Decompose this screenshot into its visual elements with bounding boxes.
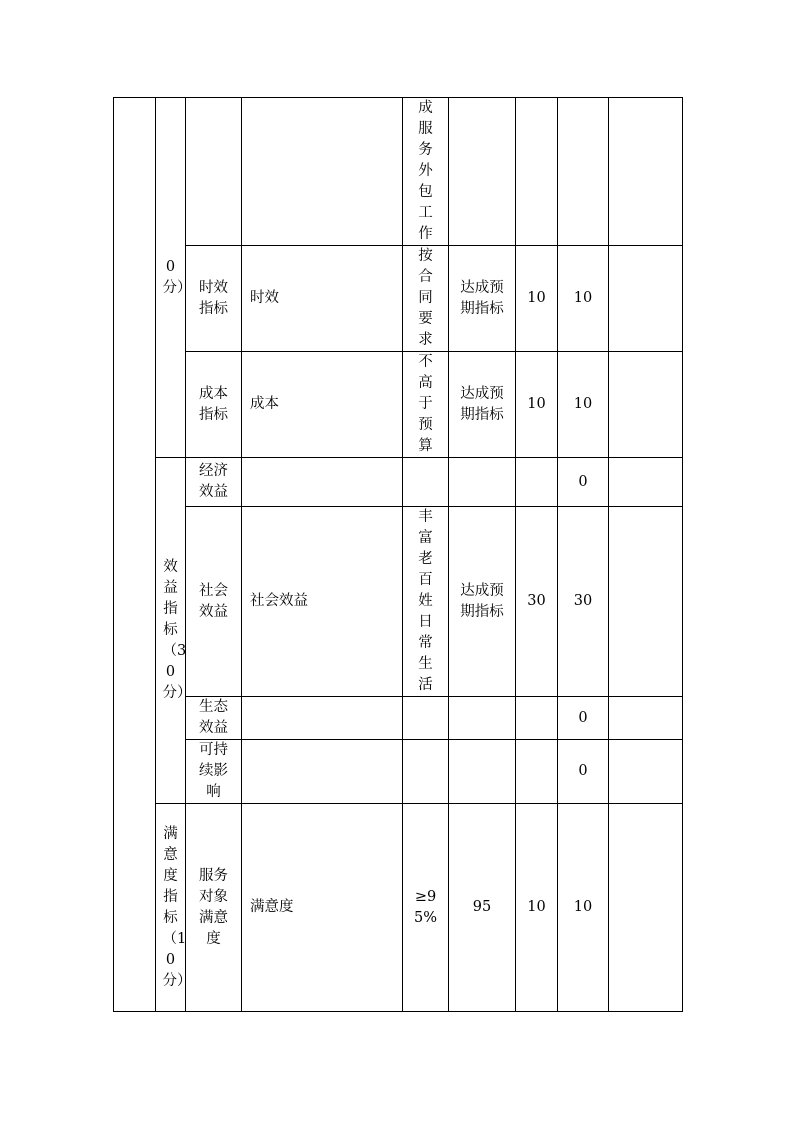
note-cell [609,507,683,697]
note-cell [609,458,683,507]
table-row [114,458,683,507]
tertiary-indicator-cell [242,98,403,246]
table-row [114,697,683,740]
secondary-indicator-cell: 生态效益 [186,697,242,740]
secondary-indicator-cell: 服务对象满意度 [186,804,242,1012]
actual-value-cell: 达成预期指标 [449,246,516,352]
score-cell: 10 [558,246,609,352]
weight-cell [516,740,558,804]
tertiary-indicator-cell [242,697,403,740]
weight-cell: 10 [516,804,558,1012]
primary-indicator-cell [114,98,156,1012]
note-cell [609,804,683,1012]
weight-cell [516,458,558,507]
target-value-cell: ≥95% [403,804,449,1012]
target-value-cell: 成服务外包工作 [403,98,449,246]
benefit-group-cell [156,458,192,804]
score-cell: 30 [558,507,609,697]
note-cell [609,246,683,352]
benefit-group-label: 效益指标（30分） [162,559,192,701]
table-row [114,246,683,352]
tertiary-indicator-cell: 社会效益 [242,507,403,697]
target-value-cell [403,740,449,804]
weight-cell: 30 [516,507,558,697]
score-cell: 0 [558,697,609,740]
note-cell [609,352,683,458]
performance-indicator-table [113,97,683,1012]
secondary-indicator-cell: 可持续影响 [186,740,242,804]
target-value-cell [403,458,449,507]
table-row [114,352,683,458]
actual-value-cell [449,458,516,507]
actual-value-cell: 达成预期指标 [449,352,516,458]
note-cell [609,697,683,740]
weight-cell: 10 [516,352,558,458]
secondary-indicator-cell: 成本指标 [186,352,242,458]
actual-value-cell [449,98,516,246]
tertiary-indicator-cell: 时效 [242,246,403,352]
tertiary-indicator-cell [242,458,403,507]
secondary-indicator-cell: 经济效益 [186,458,242,507]
tertiary-indicator-cell [242,740,403,804]
actual-value-cell: 95 [449,804,516,1012]
weight-cell: 10 [516,246,558,352]
table-row [114,740,683,804]
score-cell: 10 [558,804,609,1012]
target-value-cell: 丰富老百姓日常生活 [403,507,449,697]
note-cell [609,740,683,804]
satisfaction-group-cell [156,804,192,1012]
secondary-indicator-cell [186,98,242,246]
secondary-indicator-cell: 时效指标 [186,246,242,352]
tertiary-indicator-cell: 成本 [242,352,403,458]
output-group-cell [156,98,192,458]
satisfaction-group-label: 满意度指标（10分） [162,825,192,989]
score-cell [558,98,609,246]
secondary-indicator-cell: 社会效益 [186,507,242,697]
weight-cell [516,697,558,740]
score-cell: 0 [558,740,609,804]
target-value-cell: 不高于预算 [403,352,449,458]
score-cell: 10 [558,352,609,458]
actual-value-cell: 达成预期指标 [449,507,516,697]
actual-value-cell [449,697,516,740]
table-row [114,804,683,1012]
weight-cell [516,98,558,246]
table-row [114,98,683,246]
note-cell [609,98,683,246]
target-value-cell [403,697,449,740]
actual-value-cell [449,740,516,804]
score-cell: 0 [558,458,609,507]
table-row [114,507,683,697]
tertiary-indicator-cell: 满意度 [242,804,403,1012]
target-value-cell: 按合同要求 [403,246,449,352]
output-group-label: 0分） [162,258,192,296]
